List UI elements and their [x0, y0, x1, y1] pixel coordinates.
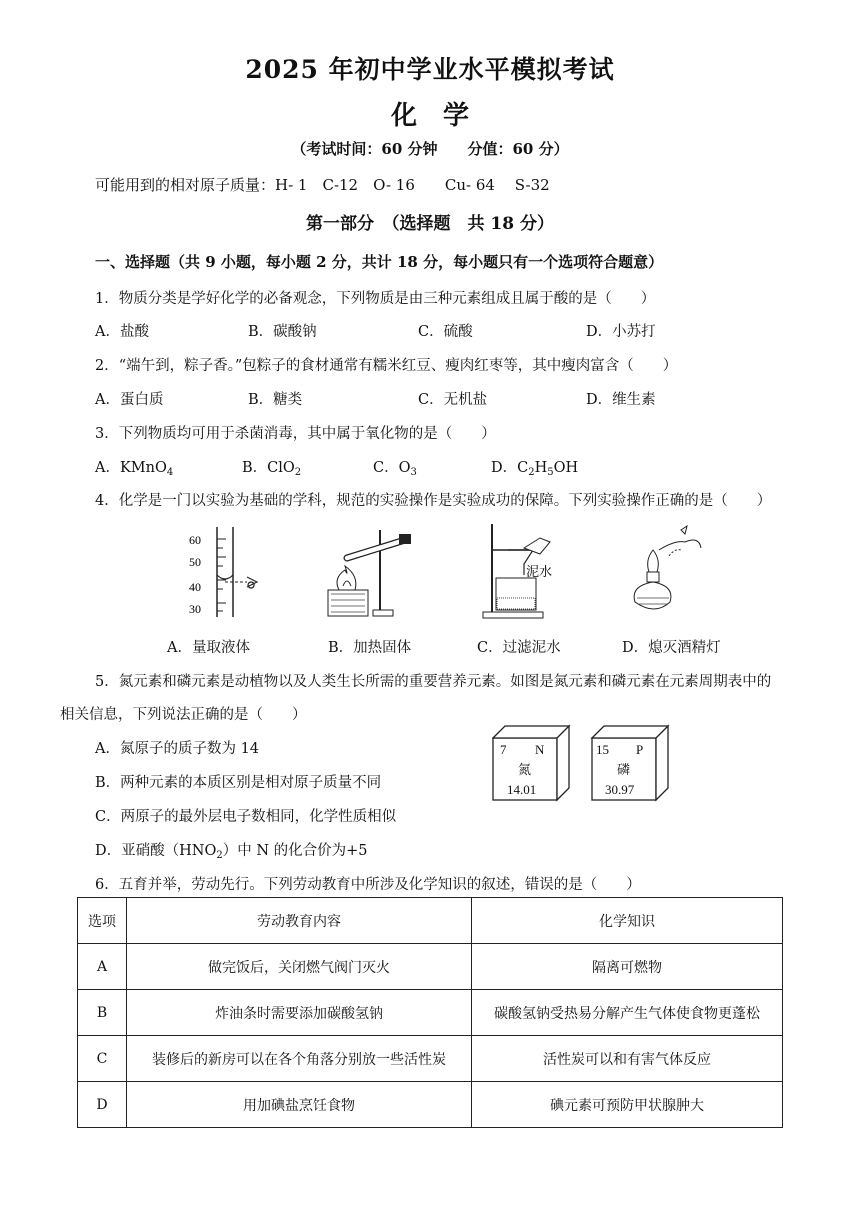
q4-option-a: A．量取液体: [167, 640, 250, 656]
atomic-mass-line: 可能用到的相对原子质量：H- 1 C-12 O- 16 Cu- 64 S-32: [95, 176, 550, 194]
table-header-row: [78, 898, 783, 944]
table-row: [78, 1036, 783, 1082]
q3-option-d: D．$C_2H_5OH$: [491, 460, 579, 478]
q5-option-d: D．亚硝酸$(HNO_2)$中 N 的化合价为+5: [95, 843, 368, 861]
row-option: C: [78, 1036, 127, 1082]
tick-40: 40: [189, 580, 201, 594]
table-row: [78, 990, 783, 1036]
q6-table: [77, 897, 783, 1128]
row-content: 用加碘盐烹饪食物: [127, 1082, 472, 1128]
q3-option-c: C．$O_3$: [373, 460, 417, 478]
element-cells: [492, 724, 682, 804]
row-content: 装修后的新房可以在各个角落分别放一些活性炭: [127, 1036, 472, 1082]
figure-heating-solid: [325, 520, 415, 620]
q5-option-b: B．两种元素的本质区别是相对原子质量不同: [95, 775, 382, 791]
tick-60: 60: [189, 533, 201, 547]
question-5-stem-2: 相关信息，下列说法正确的是（ ）: [60, 707, 307, 723]
question-3-stem: 3．下列物质均可用于杀菌消毒，其中属于氧化物的是（ ）: [95, 426, 496, 442]
row-knowledge: 碘元素可预防甲状腺肿大: [472, 1082, 783, 1128]
table-row: [78, 944, 783, 990]
nitrogen-number: 7: [500, 742, 507, 757]
exam-title: 2025 年初中学业水平模拟考试: [245, 55, 615, 84]
table-row: [78, 1082, 783, 1128]
question-6-stem: 6．五育并举，劳动先行。下列劳动教育中所涉及化学知识的叙述，错误的是（ ）: [95, 877, 641, 893]
row-option: D: [78, 1082, 127, 1128]
q3-option-a: A．KMnO$_4$: [95, 460, 174, 478]
part1-title: 第一部分 （选择题 共 18 分）: [306, 214, 554, 234]
phosphorus-mass: 30.97: [605, 782, 635, 797]
q1-option-c: C．硫酸: [418, 324, 473, 340]
figure-alcohol-lamp: [625, 520, 715, 620]
question-5-stem-1: 5．氮元素和磷元素是动植物以及人类生长所需的重要营养元素。如图是氮元素和磷元素在元素周期表中的: [95, 674, 772, 690]
exam-info: （考试时间：60 分钟 分值：60 分）: [291, 140, 569, 158]
tick-30: 30: [189, 602, 201, 616]
q2-option-c: C．无机盐: [418, 392, 488, 408]
question-4-stem: 4．化学是一门以实验为基础的学科，规范的实验操作是实验成功的保障。下列实验操作正确的是（ ）: [95, 493, 772, 509]
figure-measuring-cylinder: [185, 525, 275, 620]
q2-option-a: A．蛋白质: [95, 392, 164, 408]
q5-option-a: A．氮原子的质子数为 14: [95, 741, 260, 757]
tick-50: 50: [189, 555, 201, 569]
q2-option-d: D．维生素: [586, 392, 656, 408]
q4-option-d: D．熄灭酒精灯: [622, 640, 721, 656]
q4-option-c: C．过滤泥水: [477, 640, 561, 656]
header-chemistry-knowledge: 化学知识: [472, 898, 783, 944]
q1-option-b: B．碳酸钠: [248, 324, 317, 340]
nitrogen-name: 氮: [518, 763, 532, 778]
q2-option-b: B．糖类: [248, 392, 303, 408]
nitrogen-mass: 14.01: [507, 782, 537, 797]
phosphorus-number: 15: [596, 742, 609, 757]
row-content: 炸油条时需要添加碳酸氢钠: [127, 990, 472, 1036]
row-knowledge: 活性炭可以和有害气体反应: [472, 1036, 783, 1082]
q1-option-a: A．盐酸: [95, 324, 149, 340]
q4-option-b: B．加热固体: [328, 640, 412, 656]
section-heading: 一、选择题（共 9 小题，每小题 2 分，共计 18 分，每小题只有一个选项符合题意）: [95, 253, 664, 271]
row-knowledge: 碳酸氢钠受热易分解产生气体使食物更蓬松: [472, 990, 783, 1036]
nitrogen-symbol: N: [535, 742, 545, 757]
phosphorus-name: 磷: [617, 763, 631, 778]
q1-option-d: D．小苏打: [586, 324, 656, 340]
filter-label: 泥水: [526, 565, 553, 580]
figure-filtration: [478, 520, 568, 620]
subject-title: 化 学: [390, 101, 469, 131]
question-1-stem: 1．物质分类是学好化学的必备观念，下列物质是由三种元素组成且属于酸的是（ ）: [95, 291, 656, 307]
q5-option-c: C．两原子的最外层电子数相同，化学性质相似: [95, 809, 397, 825]
question-2-stem: 2．“端午到，粽子香。”包粽子的食材通常有糯米红豆、瘦肉红枣等，其中瘦肉富含（ ）: [95, 358, 678, 374]
row-knowledge: 隔离可燃物: [472, 944, 783, 990]
row-content: 做完饭后，关闭燃气阀门灭火: [127, 944, 472, 990]
q3-option-b: B．ClO$_2$: [242, 460, 302, 478]
header-labor-content: 劳动教育内容: [127, 898, 472, 944]
header-option: 选项: [78, 898, 127, 944]
eye-icon: [247, 577, 257, 588]
row-option: A: [78, 944, 127, 990]
phosphorus-symbol: P: [636, 742, 644, 757]
row-option: B: [78, 990, 127, 1036]
